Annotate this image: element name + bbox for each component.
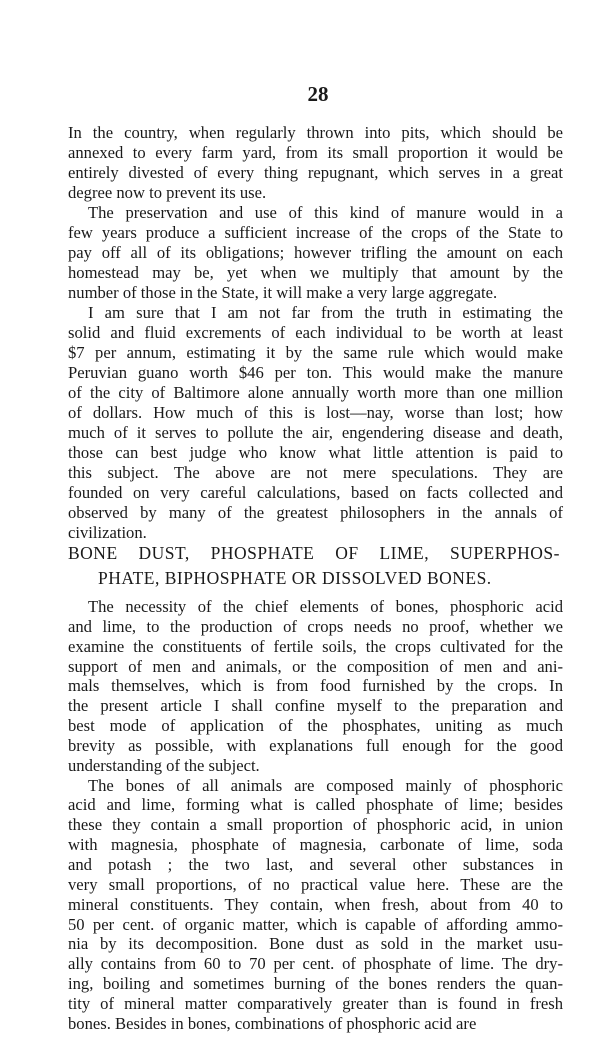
paragraph-line: In the country, when regularly thrown into pits, which should be — [68, 123, 563, 142]
paragraph-line: The bones of all animals are composed mainly of phosphoric — [88, 775, 563, 795]
paragraph-line: solid and fluid excrements of each individual to be worth at least — [68, 323, 563, 342]
paragraph-line: bones. Besides in bones, combinations of phosphoric acid are — [68, 1013, 477, 1033]
paragraph-line: The necessity of the chief elements of bones, phosphoric acid — [88, 597, 563, 616]
section-heading-line-2: PHATE, BIPHOSPHATE OR DISSOLVED BONES. — [98, 568, 492, 588]
paragraph-line: these they contain a small proportion of phosphoric acid, in union — [68, 815, 563, 835]
paragraph-line: understanding of the subject. — [68, 755, 260, 775]
paragraph-line: acid and lime, forming what is called phosphate of lime; besides — [68, 795, 563, 815]
paragraph-line: and potash ; the two last, and several other substances in — [68, 854, 563, 874]
paragraph-line: of the city of Baltimore alone annually worth more than one million — [68, 383, 563, 402]
paragraph-line: 50 per cent. of organic matter, which is capable of affording ammo- — [68, 914, 563, 934]
paragraph-line: ally contains from 60 to 70 per cent. of phosphate of lime. The dry- — [68, 954, 563, 974]
paragraph-line: I am sure that I am not far from the truth in estimating the — [88, 303, 563, 322]
paragraph-line: of dollars. How much of this is lost—nay, worse than lost; how — [68, 403, 563, 422]
paragraph-line: Peruvian guano worth $46 per ton. This would make the manure — [68, 363, 563, 382]
paragraph-line: much of it serves to pollute the air, engendering disease and death, — [68, 423, 563, 442]
paragraph-line: mineral constituents. They contain, when fresh, about from 40 to — [68, 894, 563, 914]
text-block-1 — [68, 123, 563, 543]
paragraph-line: ing, boiling and sometimes burning of the bones renders the quan- — [68, 974, 563, 994]
paragraph-line: those can best judge who know what little attention is paid to — [68, 443, 563, 462]
paragraph-line: and lime, to the production of crops needs no proof, whether we — [68, 616, 563, 636]
paragraph-line: annexed to every farm yard, from its small proportion it would be — [68, 143, 563, 162]
paragraph-line: nia by its decomposition. Bone dust as sold in the market usu- — [68, 934, 563, 954]
paragraph-line: entirely divested of every thing repugnant, which serves in a great — [68, 163, 563, 182]
paragraph-line: best mode of application of the phosphates, uniting as much — [68, 716, 563, 736]
paragraph-line: support of men and animals, or the composition of men and ani- — [68, 656, 563, 676]
paragraph-line: pay off all of its obligations; however trifling the amount on each — [68, 243, 563, 262]
paragraph-line: observed by many of the greatest philosophers in the annals of — [68, 503, 563, 522]
paragraph-line: number of those in the State, it will make a very large aggregate. — [68, 283, 498, 302]
paragraph-line: homestead may be, yet when we multiply that amount by the — [68, 263, 563, 282]
paragraph-line: this subject. The above are not mere speculations. They are — [68, 463, 563, 482]
page-number: 28 — [307, 82, 329, 106]
paragraph-line: with magnesia, phosphate of magnesia, carbonate of lime, soda — [68, 835, 563, 855]
text-block-2 — [68, 597, 563, 1034]
paragraph-line: very small proportions, of no practical value here. These are the — [68, 874, 563, 894]
section-heading-line-1: BONE DUST, PHOSPHATE OF LIME, SUPERPHOS- — [68, 543, 560, 563]
paragraph-line: few years produce a sufficient increase of the crops of the State to — [68, 223, 563, 242]
paragraph-line: The preservation and use of this kind of manure would in a — [88, 203, 563, 222]
paragraph-line: $7 per annum, estimating it by the same rule which would make — [68, 343, 563, 362]
paragraph-line: the present article I shall confine myself to the preparation and — [68, 696, 563, 716]
paragraph-line: degree now to prevent its use. — [68, 183, 267, 202]
paragraph-line: tity of mineral matter comparatively greater than is found in fresh — [68, 993, 563, 1013]
paragraph-line: mals themselves, which is from food furnished by the crops. In — [68, 676, 563, 696]
paragraph-line: examine the constituents of fertile soils, the crops cultivated for the — [68, 636, 563, 656]
paragraph-line: founded on very careful calculations, based on facts collected and — [68, 483, 563, 502]
paragraph-line: civilization. — [68, 523, 147, 542]
paragraph-line: brevity as possible, with explanations full enough for the good — [68, 735, 563, 755]
section-heading — [68, 541, 560, 591]
